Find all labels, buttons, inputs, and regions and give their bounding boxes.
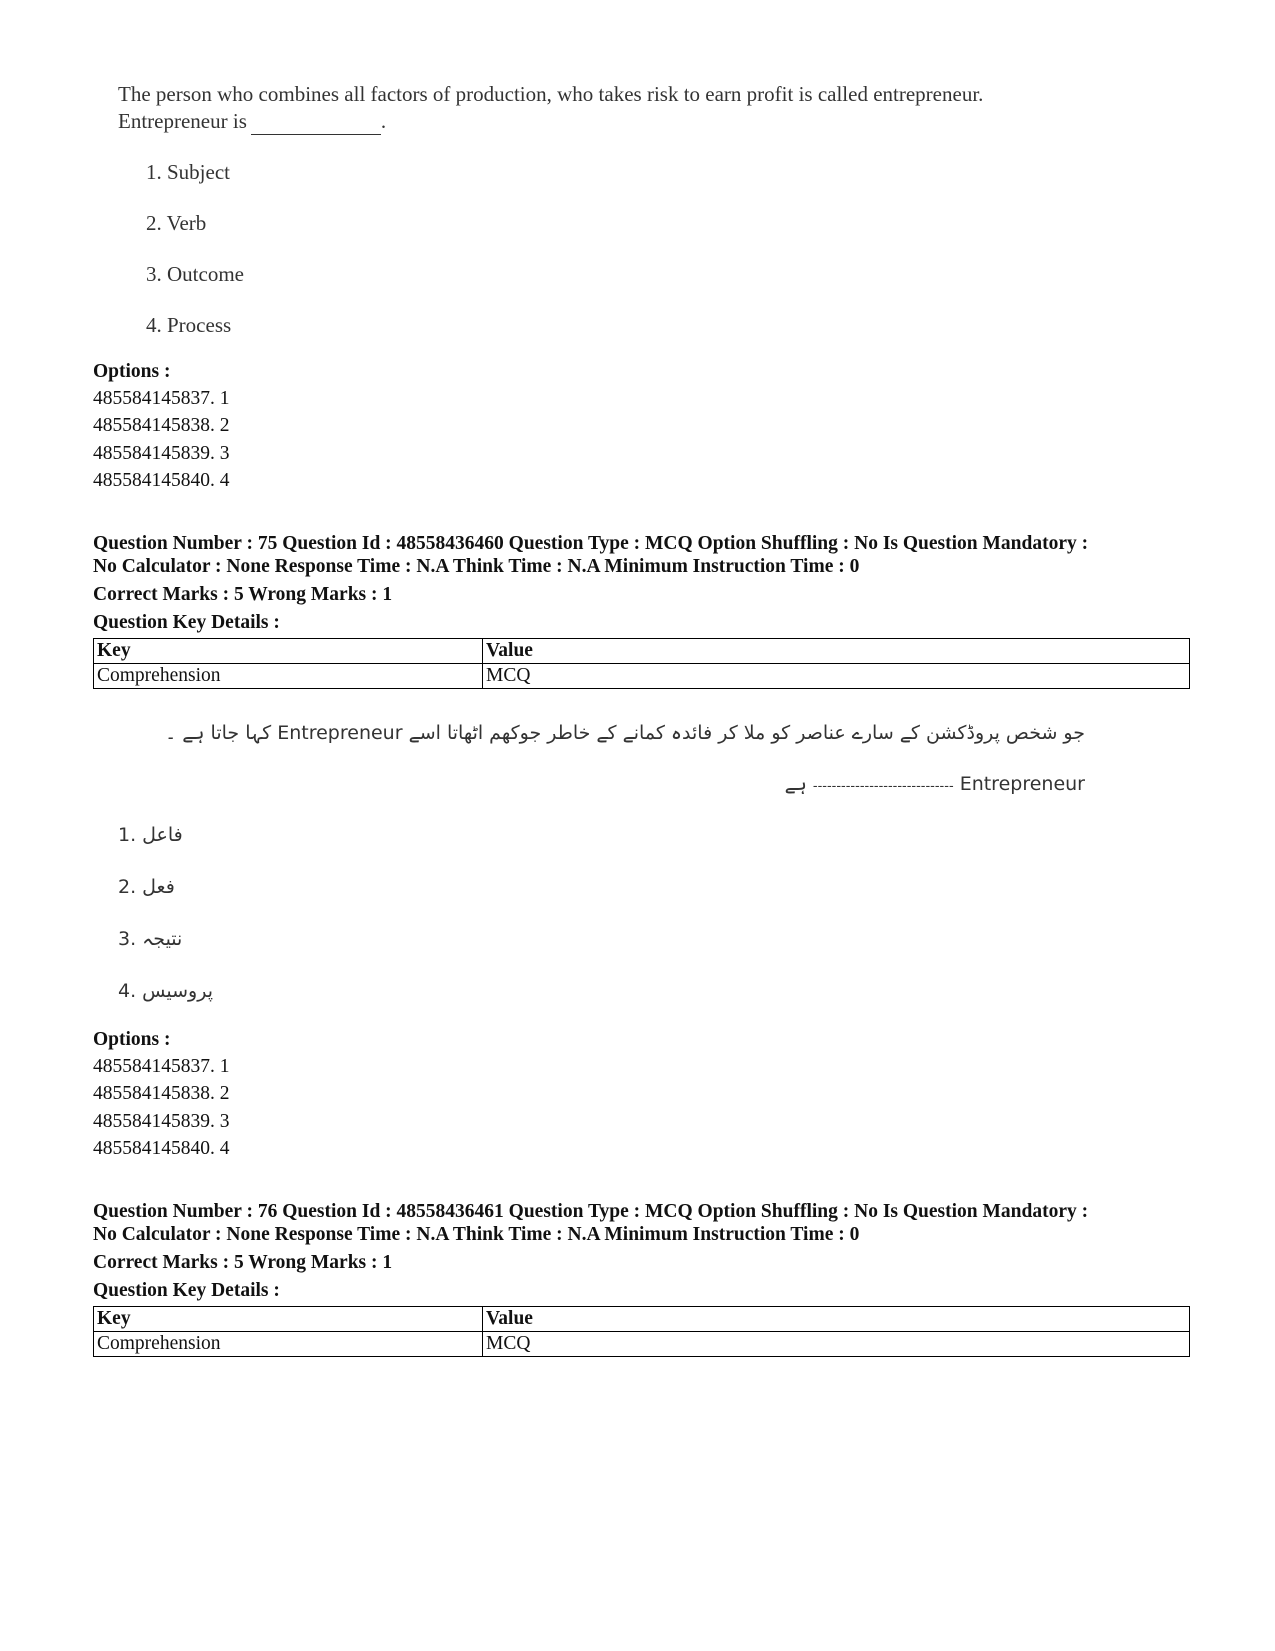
q74-options-heading: Options : <box>93 361 171 382</box>
q74-option-1: 485584145837. 1 <box>93 388 230 409</box>
q75-meta-line1: Question Number : 75 Question Id : 48558436460 Question Type : MCQ Option Shuffling : No Is Question Mandatory : <box>93 533 1089 554</box>
urdu-entrepreneur-word: Entrepreneur <box>277 722 403 744</box>
q75-key-table <box>93 638 1190 689</box>
q75-option-2: 485584145838. 2 <box>93 1083 230 1104</box>
q74-option-2: 485584145838. 2 <box>93 415 230 436</box>
q74-stem-end: . <box>380 109 387 133</box>
q74-stem-line2 <box>118 109 386 135</box>
table-cell-key: Comprehension <box>94 664 483 689</box>
q75-choice-2: 2. فعل <box>118 876 175 898</box>
q75-choice-1: 1. فاعل <box>118 824 183 846</box>
table-header-value: Value <box>483 1307 1190 1332</box>
urdu-text-end: ہے <box>784 773 807 795</box>
q75-meta <box>93 532 1193 578</box>
q76-marks: Correct Marks : 5 Wrong Marks : 1 <box>93 1252 393 1273</box>
q74-option-4: 485584145840. 4 <box>93 470 230 491</box>
q75-choice-4: 4. پروسیس <box>118 980 213 1002</box>
q76-key-details-heading: Question Key Details : <box>93 1280 280 1301</box>
q75-marks: Correct Marks : 5 Wrong Marks : 1 <box>93 584 393 605</box>
q75-option-3: 485584145839. 3 <box>93 1111 230 1132</box>
q75-urdu-stem-line2 <box>785 773 1085 795</box>
table-header-key: Key <box>94 639 483 664</box>
urdu-entrepreneur-word-2: Entrepreneur <box>959 773 1085 795</box>
q74-option-3: 485584145839. 3 <box>93 443 230 464</box>
table-header-row <box>94 639 1190 664</box>
q74-choice-4: 4. Process <box>146 313 232 337</box>
urdu-text-a: جو شخص پروڈکشن کے سارے عناصر کو ملا کر فائدہ کمانے کے خاطر جوکھم اٹھاتا اسے <box>408 722 1085 744</box>
q74-choice-1: 1. Subject <box>146 160 230 184</box>
q75-options-heading: Options : <box>93 1029 171 1050</box>
q75-urdu-stem-line1 <box>165 722 1085 744</box>
table-header-value: Value <box>483 639 1190 664</box>
table-header-row <box>94 1307 1190 1332</box>
q74-choice-2: 2. Verb <box>146 211 207 235</box>
table-row <box>94 664 1190 689</box>
table-cell-value: MCQ <box>483 1332 1190 1357</box>
table-row <box>94 1332 1190 1357</box>
table-header-key: Key <box>94 1307 483 1332</box>
table-cell-value: MCQ <box>483 664 1190 689</box>
q75-meta-line2: No Calculator : None Response Time : N.A Think Time : N.A Minimum Instruction Time : 0 <box>93 556 860 577</box>
q74-choice-3: 3. Outcome <box>146 262 244 286</box>
fill-blank <box>251 109 381 135</box>
q75-choice-3: 3. نتیجہ <box>118 928 183 950</box>
urdu-blank-dashes: ------------------------------ <box>812 779 954 794</box>
q76-meta-line1: Question Number : 76 Question Id : 48558436461 Question Type : MCQ Option Shuffling : No Is Question Mandatory : <box>93 1201 1089 1222</box>
q76-key-table <box>93 1306 1190 1357</box>
q75-option-1: 485584145837. 1 <box>93 1056 230 1077</box>
q75-key-details-heading: Question Key Details : <box>93 612 280 633</box>
q74-stem-line1: The person who combines all factors of production, who takes risk to earn profit is called entrepreneur. <box>118 82 984 106</box>
q76-meta-line2: No Calculator : None Response Time : N.A Think Time : N.A Minimum Instruction Time : 0 <box>93 1224 860 1245</box>
table-cell-key: Comprehension <box>94 1332 483 1357</box>
q75-option-4: 485584145840. 4 <box>93 1138 230 1159</box>
q74-stem-text: Entrepreneur is <box>118 109 247 133</box>
q76-meta <box>93 1200 1193 1246</box>
urdu-text-b: کہا جاتا ہے ۔ <box>165 722 272 744</box>
